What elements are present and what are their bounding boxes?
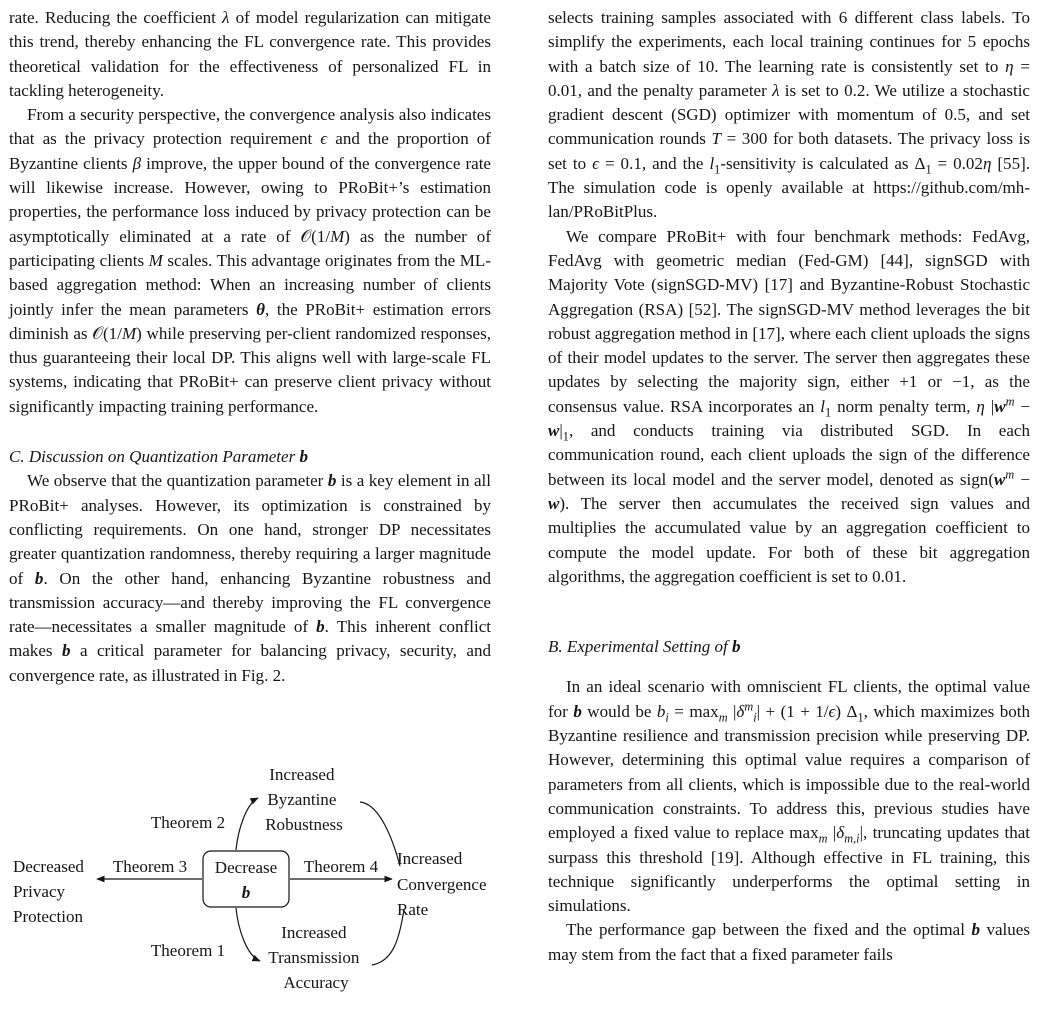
text-run: In an ideal scenario with omniscient FL clients, the optimal value for (548, 677, 1030, 721)
math-run: b (316, 617, 325, 637)
text-run: selects training samples associated with 6 different class labels. To simplify the experiments, each local training continues for 5 epochs with a batch size of 10. The learning rate is consistently set to (548, 8, 1030, 76)
math-run: 1 (925, 162, 932, 177)
math-run: = 0.01, and the penalty parameter (548, 56, 1030, 100)
text-run: | (984, 396, 995, 416)
text-run: -sensitivity is calculated as Δ (720, 153, 926, 173)
text-run: while preserving per-client randomized responses, thus guaranteeing their local DP. This aligns well with large-scale FL systems, indicating that PRoBit+ can preserve client privacy without significantly impacting training performance. (9, 323, 491, 416)
math-run: η (982, 153, 992, 173)
text-run: |, truncating updates that surpass this threshold [19]. Although effective in FL training, this technique significantly underperforms the optimal setting in simulations. (548, 823, 1030, 916)
text-run: | (827, 823, 837, 843)
text-run: , the PRoBit+ estimation errors diminish as (9, 299, 491, 343)
math-run: 1 (562, 429, 569, 444)
text-run: = 0.02 (931, 153, 983, 173)
section-heading (9, 445, 491, 469)
math-run: δ (736, 701, 745, 721)
text-run: − (1014, 469, 1030, 489)
theorem-3-label: Theorem 3 (112, 857, 188, 876)
text-run: ) Δ (835, 701, 858, 721)
math-run: 1 (857, 710, 864, 725)
paragraph (9, 6, 491, 103)
text-run: a critical parameter for balancing privacy, security, and convergence rate, as illustrated in Fig. 2. (9, 641, 491, 685)
text-run: . On the other hand, enhancing Byzantine robustness and transmission accuracy—and thereby improving the FL convergence rate—necessitates a smaller magnitude of (9, 568, 491, 637)
text-run: C. Discussion on Quantization Parameter (9, 447, 300, 467)
text-run: is a key element in all PRoBit+ analyses. However, its optimization is constrained by conflicting requirements. On one hand, stronger DP necessitates greater quantization randomness, thereby requiring a larger magnitude of (9, 471, 492, 588)
text-run: . This inherent conflict makes (9, 617, 491, 661)
text-run: − (1014, 396, 1030, 416)
math-run: i (665, 710, 669, 725)
arrow-up (236, 798, 258, 850)
math-run: 𝒪(1/ (300, 226, 331, 246)
math-run: β (132, 153, 142, 173)
math-run: ) (344, 226, 350, 246)
math-run: ϵ (592, 153, 599, 173)
tradeoff-diagram (0, 760, 520, 1028)
math-run: θ (256, 299, 265, 319)
math-run: w (548, 493, 560, 513)
math-run: λ (772, 80, 780, 100)
math-run: 1 (714, 162, 721, 177)
text-run: = 300 for both datasets. The privacy loss is set to (548, 129, 1030, 173)
right-outcome-label: Increased Convergence Rate (397, 849, 487, 919)
text-run: From a security perspective, the convergence analysis also indicates that as the privacy protection requirement (9, 105, 491, 149)
math-run: 𝒪(1/ (92, 323, 122, 343)
math-run: η (976, 396, 985, 416)
paragraph (548, 918, 1030, 967)
math-run: b (327, 471, 337, 491)
math-run: l (820, 396, 826, 416)
math-run: b (732, 637, 741, 657)
math-run: 1 (825, 405, 832, 420)
left-outcome-label: Decreased Privacy Protection (13, 857, 84, 926)
math-run: b (34, 568, 44, 588)
text-run: [55]. The simulation code is openly available at https://github.com/mh-lan/PRoBitPlus. (548, 153, 1031, 222)
center-label-line2: b (241, 883, 251, 902)
math-run: m (1005, 394, 1015, 409)
math-run: T (711, 129, 721, 149)
text-run: values may stem from the fact that a fixed parameter fails (548, 920, 1030, 964)
math-run: b (573, 701, 582, 721)
math-run: l (709, 153, 715, 173)
text-run: would be (581, 701, 657, 721)
top-outcome-label: Increased Byzantine Robustness (265, 765, 343, 834)
math-run: m,i (844, 831, 860, 846)
math-run: λ (222, 8, 230, 27)
math-run: w (548, 421, 560, 441)
theorem-2-label: Theorem 2 (150, 813, 226, 832)
math-run: m (818, 831, 828, 846)
paragraph (548, 225, 1030, 589)
paragraph (9, 103, 491, 419)
theorem-4-label: Theorem 4 (303, 857, 379, 876)
arrow-down (236, 908, 260, 961)
math-run: b (656, 701, 666, 721)
math-run: M (148, 250, 163, 270)
paragraph (9, 469, 491, 688)
text-run: improve, the upper bound of the convergence rate will likewise increase. However, owing to PRoBit+’s estimation properties, the performance loss induced by privacy protection can be asymptotically eliminated at a rate of (9, 153, 491, 246)
math-run: b (971, 920, 980, 940)
text-run: We observe that the quantization parameter (27, 471, 328, 491)
text-run: , which maximizes both Byzantine resilience and transmission precision while preserving DP. However, determining this optimal value requires a comparison of parameters from all clients, which is impossible due to the real-world communication constraints. To address this, previous studies have employed a fixed value to replace max (548, 701, 1030, 843)
math-run: δ (836, 823, 845, 843)
text-run: scales. This advantage originates from the ML-based aggregation method: When an increasing number of clients jointly infer the mean parameters (9, 250, 491, 319)
text-run: ). The server then accumulates the received sign values and multiplies the accumulated value by an aggregation coefficient to compute the model update. For both of these bit aggregation algorithms, the aggregation coefficient is set to 0.01. (548, 493, 1030, 586)
text-run: is set to 0.2. We utilize a stochastic gradient descent (SGD) optimizer with momentum of 0.5, and set communication rounds (548, 80, 1030, 149)
theorem-1-label: Theorem 1 (150, 941, 226, 960)
text-run: = max (668, 701, 719, 721)
math-run: M (330, 226, 345, 246)
text-run: as the number of participating clients (9, 226, 491, 270)
math-run: ϵ (320, 129, 328, 149)
math-run: b (61, 641, 71, 661)
math-run: i (753, 710, 757, 725)
math-run: m (718, 710, 728, 725)
left-column (9, 6, 491, 688)
center-label-line1: Decrease (214, 858, 278, 877)
math-run: b (299, 447, 308, 467)
paragraph (548, 675, 1030, 918)
math-run: η (1005, 56, 1014, 76)
text-run: of model regularization can mitigate this trend, thereby enhancing the FL convergence rate. This provides theoretical validation for the effectiveness of personalized FL in tackling heterogeneity. (9, 8, 491, 100)
text-run: | (727, 701, 737, 721)
math-run: ϵ (828, 701, 836, 721)
text-run: | + (1 + 1/ (756, 701, 829, 721)
text-run: and the proportion of Byzantine clients (9, 129, 491, 173)
text-run: rate. Reducing the coefficient (9, 8, 223, 27)
math-run: m (1005, 466, 1015, 481)
math-run: M (121, 323, 137, 343)
math-run: w (994, 469, 1006, 489)
math-run: m (744, 699, 754, 714)
text-run: = 0.1, and the (599, 153, 710, 173)
text-run: | (559, 421, 563, 441)
paragraph (548, 6, 1030, 225)
math-run: ) (136, 323, 142, 343)
text-run: , and conducts training via distributed SGD. In each communication round, each client uploads the sign of the difference between its local model and the server model, denoted as sign( (548, 421, 1030, 489)
section-heading (548, 635, 1030, 659)
math-run: w (994, 396, 1006, 416)
right-column (548, 6, 1030, 967)
text-run: We compare PRoBit+ with four benchmark methods: FedAvg, FedAvg with geometric median (Fed-GM) [44], signSGD with Majority Vote (signSGD-MV) [17] and Byzantine-Robust Stochastic Aggregation (RSA) [52]. The signSGD-MV method leverages the bit robust aggregation method in [17], where each client uploads the signs of their model updates to the server. The server then aggregates these updates by selecting the majority sign, either +1 or −1, as the consensus value. RSA incorporates an (548, 226, 1030, 416)
text-run: B. Experimental Setting of (548, 637, 732, 657)
bottom-outcome-label: Increased Transmission Accuracy (268, 923, 360, 992)
text-run: norm penalty term, (831, 396, 977, 416)
text-run: The performance gap between the fixed and the optimal (566, 920, 972, 940)
